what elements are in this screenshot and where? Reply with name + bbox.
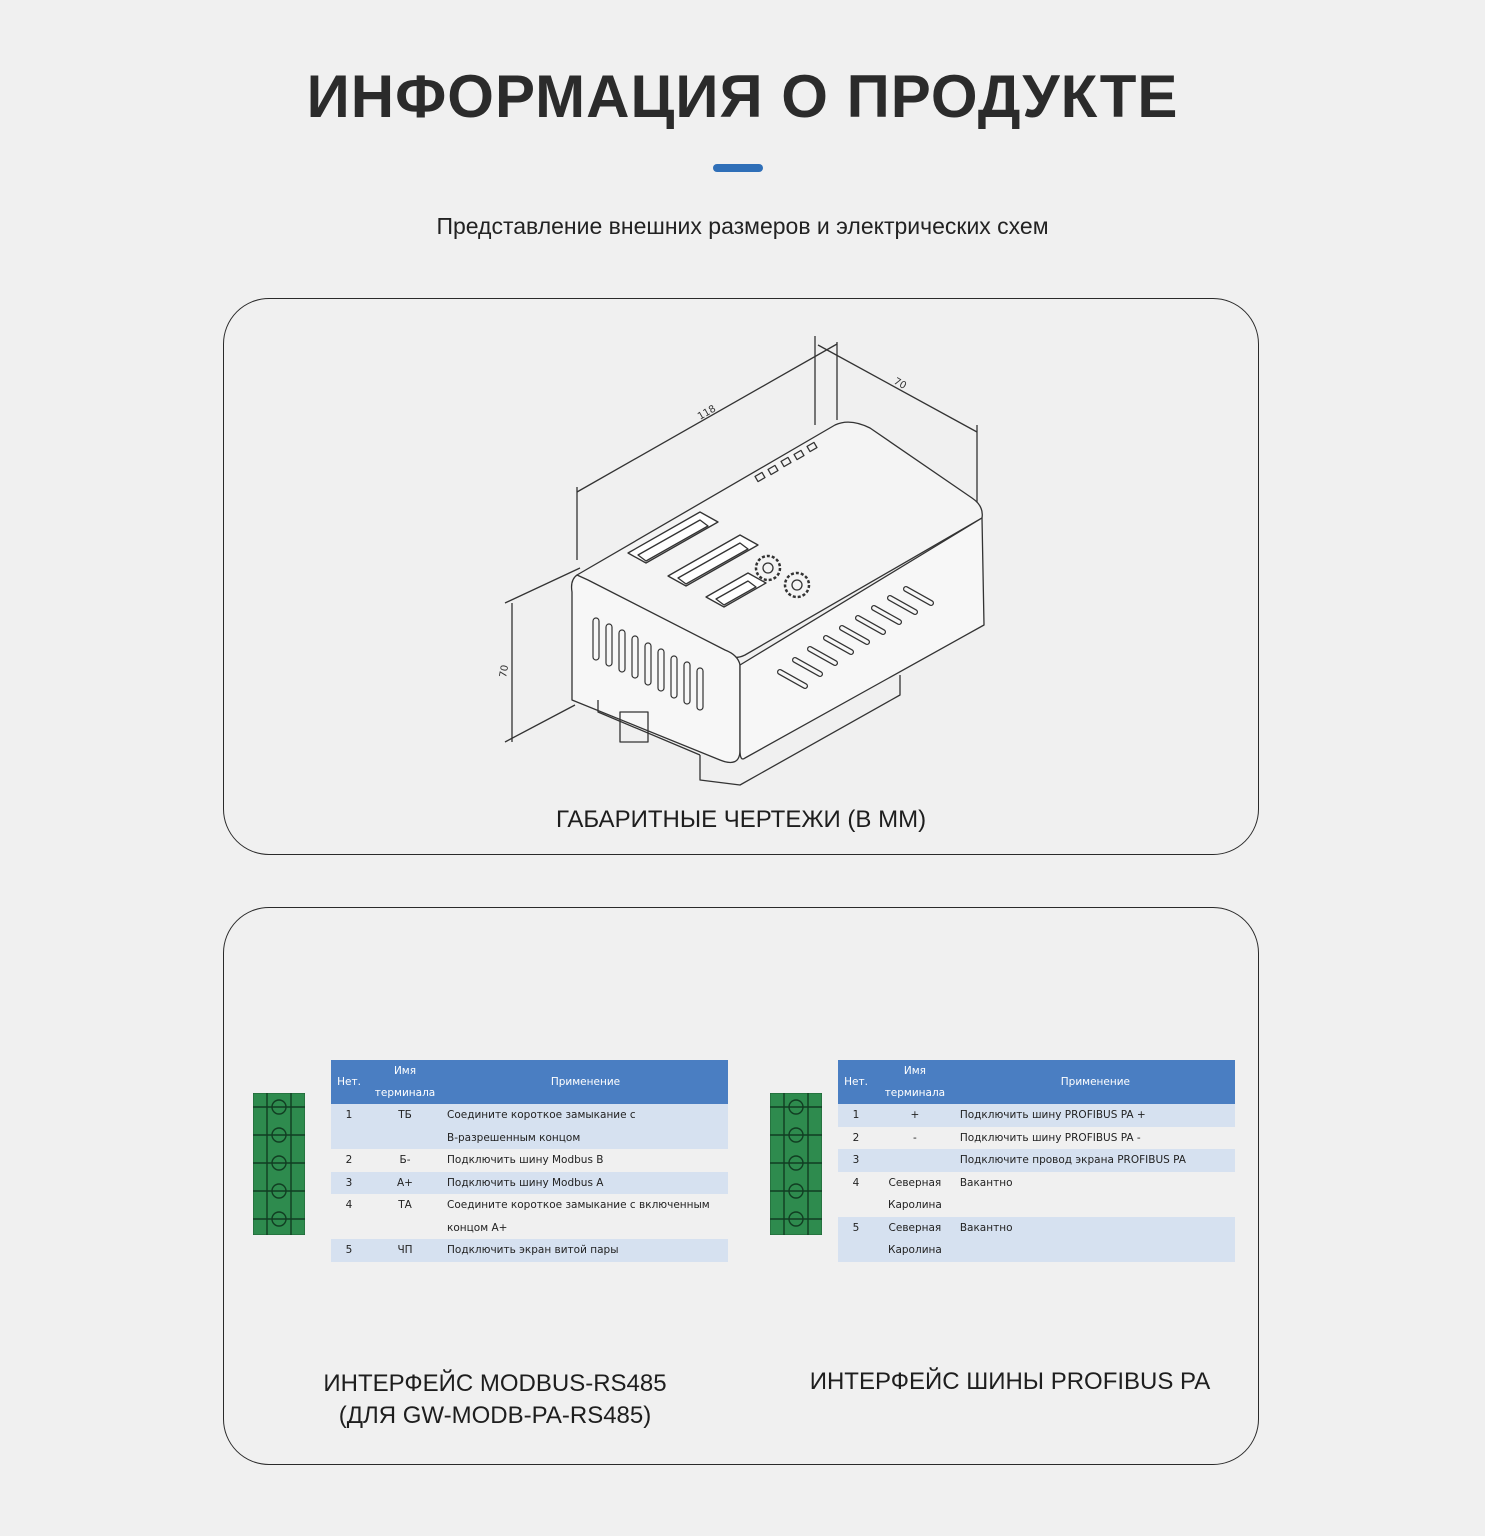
dim-label-height: 70 [498,664,512,679]
terminal-connector-icon [770,1093,822,1235]
table-row: 2 Б- Подключить шину Modbus B [331,1149,728,1172]
dim-ext-line [505,568,580,603]
page-title: ИНФОРМАЦИЯ О ПРОДУКТЕ [306,63,1179,130]
col-header-no: Нет. [331,1060,367,1104]
dim-ext-line [505,705,575,742]
dimensions-caption: ГАБАРИТНЫЕ ЧЕРТЕЖИ (В ММ) [555,806,927,833]
col-header-usage: Применение [443,1060,728,1104]
dim-label-length: 118 [696,403,719,423]
table-row: 5 ЧП Подключить экран витой пары [331,1239,728,1262]
col-header-terminal: Имя терминала [874,1060,956,1104]
table-row: 4 Северная Каролина Вакантно [838,1172,1235,1217]
table-row: 5 Северная Каролина Вакантно [838,1217,1235,1262]
page-subtitle: Представление внешних размеров и электрических схем [436,213,1049,239]
device-dimension-drawing [490,330,1000,800]
table-row: 2 - Подключить шину PROFIBUS PA - [838,1127,1235,1150]
col-header-no: Нет. [838,1060,874,1104]
title-accent-bar [713,164,763,172]
table-row: 1 + Подключить шину PROFIBUS PA + [838,1104,1235,1127]
terminal-connector-icon [253,1093,305,1235]
col-header-usage: Применение [956,1060,1235,1104]
table-row: 3 А+ Подключить шину Modbus A [331,1172,728,1195]
profibus-terminal-table [838,1060,1235,1262]
modbus-terminal-table [331,1060,728,1262]
table-row: 4 ТА Соедините короткое замыкание с включенным концом А+ [331,1194,728,1239]
table-row: 1 ТБ Соедините короткое замыкание с В-разрешенным концом [331,1104,728,1149]
table-row: 3 Подключите провод экрана PROFIBUS PA [838,1149,1235,1172]
profibus-caption: ИНТЕРФЕЙС ШИНЫ PROFIBUS PA [809,1368,1211,1395]
modbus-caption: ИНТЕРФЕЙС MODBUS-RS485 (ДЛЯ GW-MODB-PA-RS485) [323,1370,667,1429]
col-header-terminal: Имя терминала [367,1060,443,1104]
dim-label-width: 70 [891,376,909,392]
